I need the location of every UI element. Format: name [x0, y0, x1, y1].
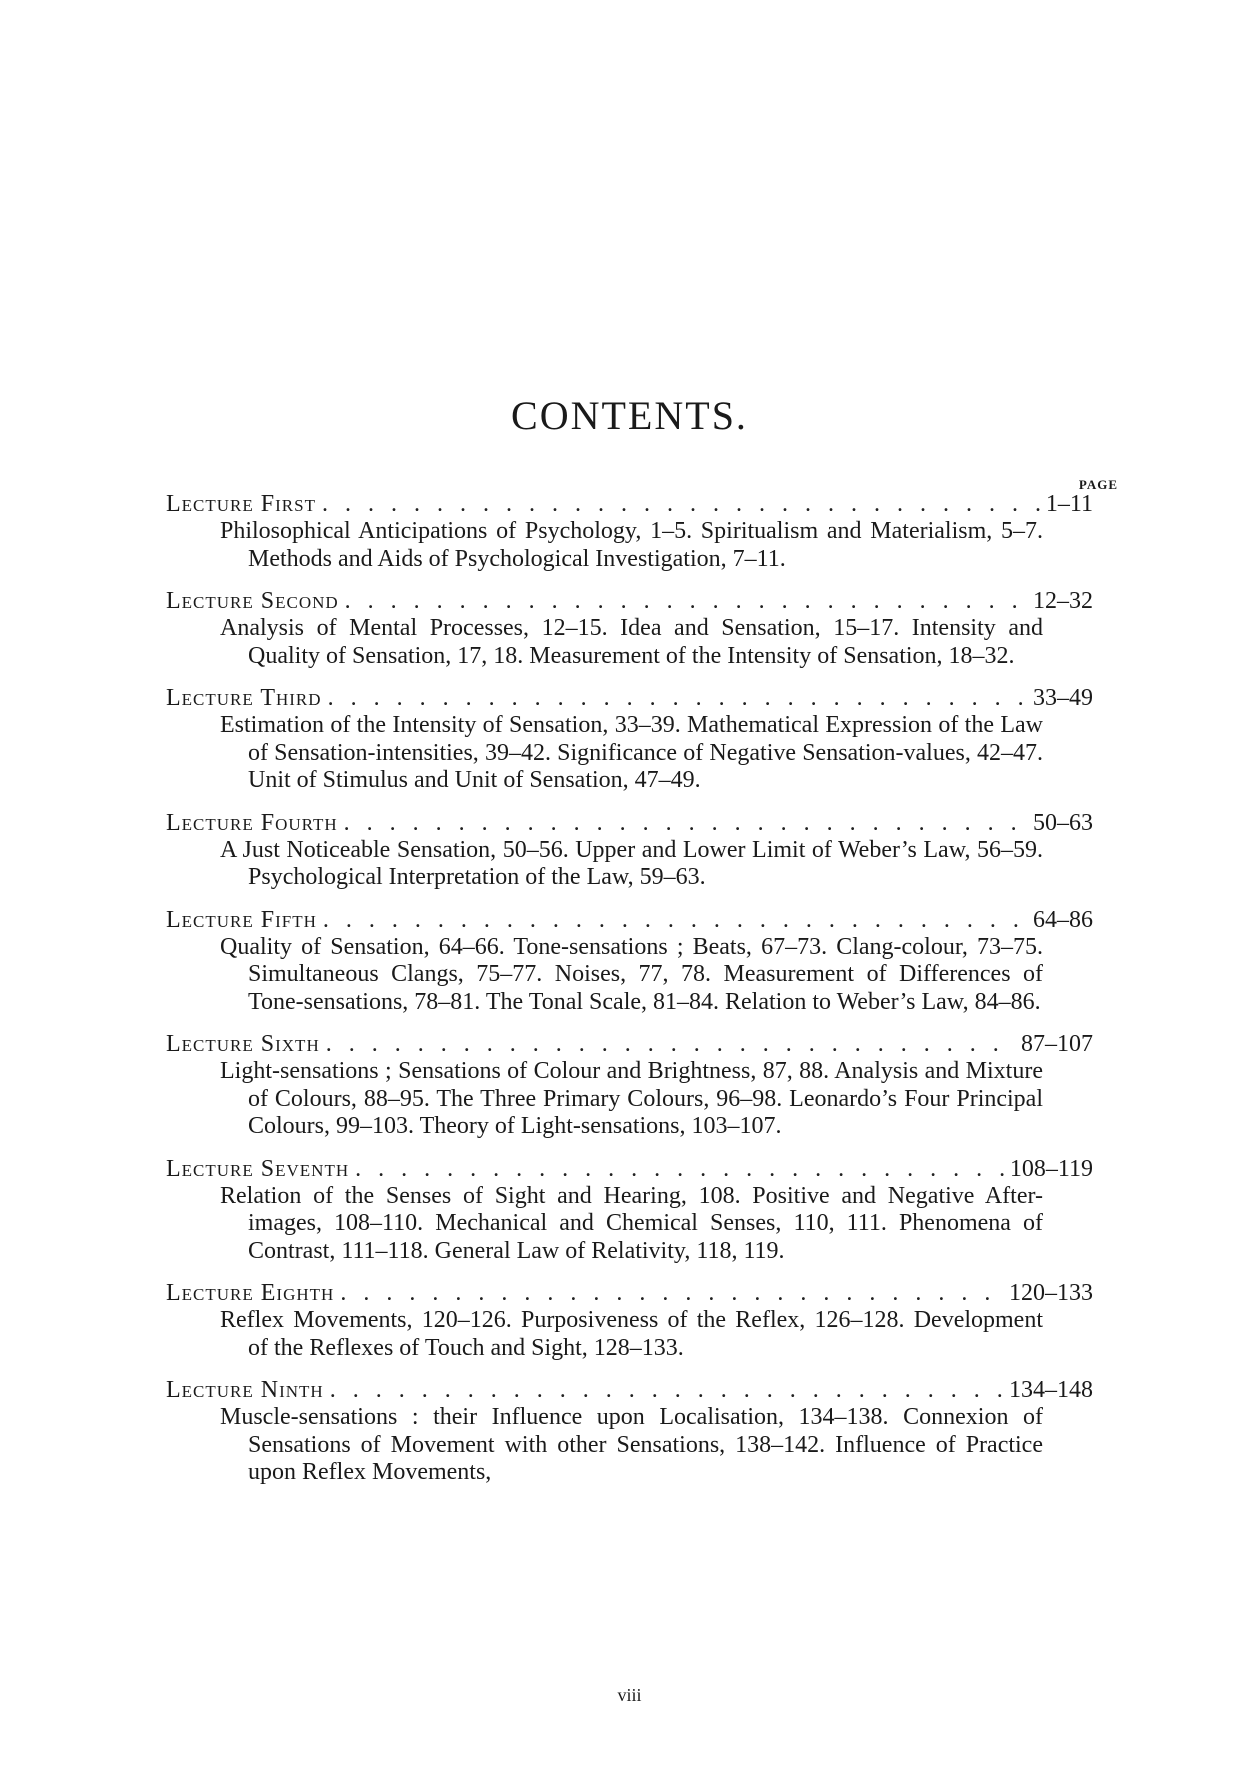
lecture-title: Lecture Ninth [166, 1377, 324, 1403]
dot-leader [355, 1155, 1004, 1183]
toc-entry-lecture-fourth [166, 809, 1093, 892]
toc-heading-line [166, 809, 1093, 837]
page-column-heading: PAGE [1078, 477, 1118, 492]
page-range: 12–32 [1033, 588, 1093, 614]
toc-heading-line [166, 1155, 1093, 1183]
page-folio: viii [617, 1685, 642, 1705]
page-range: 108–119 [1009, 1155, 1093, 1182]
dot-leader [326, 1030, 1015, 1058]
table-of-contents [166, 490, 1093, 1501]
toc-heading-line [166, 1030, 1093, 1058]
lecture-title: Lecture First [166, 491, 316, 517]
lecture-title: Lecture Eighth [166, 1280, 335, 1306]
toc-entry-lecture-first [166, 490, 1093, 573]
lecture-summary: A Just Noticeable Sensation, 50–56. Upper and Lower Limit of Weber’s Law, 56–59. Psychological Interpretation of the Law, 59–63. [220, 836, 1043, 890]
lecture-title: Lecture Seventh [166, 1155, 350, 1182]
page-range: 1–11 [1045, 491, 1093, 517]
lecture-title: Lecture Third [166, 685, 322, 711]
toc-heading-line [166, 1376, 1093, 1404]
page-range: 64–86 [1033, 906, 1093, 933]
dot-leader [344, 809, 1027, 837]
dot-leader [322, 490, 1040, 518]
lecture-summary: Quality of Sensation, 64–66. Tone-sensations ; Beats, 67–73. Clang-colour, 73–75. Simultaneous Clangs, 75–77. Noises, 77, 78. Measurement of Differences of Tone-sensations, 78–81. The Tonal Scale, 81–84. Relation to Weber’s Law, 84–86. [220, 933, 1043, 1015]
dot-leader [328, 684, 1027, 712]
page-range: 120–133 [1009, 1280, 1093, 1306]
toc-entry-lecture-eighth [166, 1279, 1093, 1362]
dot-leader [345, 587, 1027, 615]
toc-heading-line [166, 587, 1093, 615]
lecture-title: Lecture Fourth [166, 809, 338, 836]
lecture-title: Lecture Fifth [166, 906, 317, 933]
toc-entry-lecture-ninth [166, 1376, 1093, 1487]
toc-entry-lecture-third [166, 684, 1093, 795]
toc-heading-line [166, 490, 1093, 518]
toc-heading-line [166, 684, 1093, 712]
page-range: 50–63 [1033, 809, 1093, 836]
page-range: 87–107 [1021, 1031, 1093, 1057]
lecture-summary: Light-sensations ; Sensations of Colour and Brightness, 87, 88. Analysis and Mixture of Colours, 88–95. The Three Primary Colours, 96–98. Leonardo’s Four Principal Colours, 99–103. Theory of Light-sensations, 103–107. [220, 1058, 1043, 1139]
dot-leader [340, 1279, 1003, 1307]
page-range: 33–49 [1033, 685, 1093, 711]
lecture-summary: Analysis of Mental Processes, 12–15. Idea and Sensation, 15–17. Intensity and Quality of Sensation, 17, 18. Measurement of the Intensity of Sensation, 18–32. [220, 615, 1043, 669]
page-range: 134–148 [1009, 1377, 1093, 1403]
page-title: CONTENTS. [511, 393, 748, 438]
toc-entry-lecture-seventh [166, 1155, 1093, 1266]
lecture-summary: Relation of the Senses of Sight and Hearing, 108. Positive and Negative After-images, 108–110. Mechanical and Chemical Senses, 110, 111. Phenomena of Contrast, 111–118. General Law of Relativity, 118, 119. [220, 1182, 1043, 1264]
toc-heading-line [166, 906, 1093, 934]
lecture-summary: Reflex Movements, 120–126. Purposiveness of the Reflex, 126–128. Development of the Reflexes of Touch and Sight, 128–133. [220, 1307, 1043, 1361]
lecture-summary: Muscle-sensations : their Influence upon Localisation, 134–138. Connexion of Sensations of Movement with other Sensations, 138–142. Influence of Practice upon Reflex Movements, [220, 1404, 1043, 1485]
dot-leader [323, 906, 1027, 934]
toc-heading-line [166, 1279, 1093, 1307]
lecture-summary: Estimation of the Intensity of Sensation, 33–39. Mathematical Expression of the Law of Sensation-intensities, 39–42. Significance of Negative Sensation-values, 42–47. Unit of Stimulus and Unit of Sensation, 47–49. [220, 712, 1043, 793]
lecture-summary: Philosophical Anticipations of Psychology, 1–5. Spiritualism and Materialism, 5–7. Methods and Aids of Psychological Investigation, 7–11. [220, 518, 1043, 572]
toc-entry-lecture-sixth [166, 1030, 1093, 1141]
toc-entry-lecture-fifth [166, 906, 1093, 1017]
dot-leader [330, 1376, 1003, 1404]
lecture-title: Lecture Sixth [166, 1031, 320, 1057]
lecture-title: Lecture Second [166, 588, 339, 614]
toc-entry-lecture-second [166, 587, 1093, 670]
